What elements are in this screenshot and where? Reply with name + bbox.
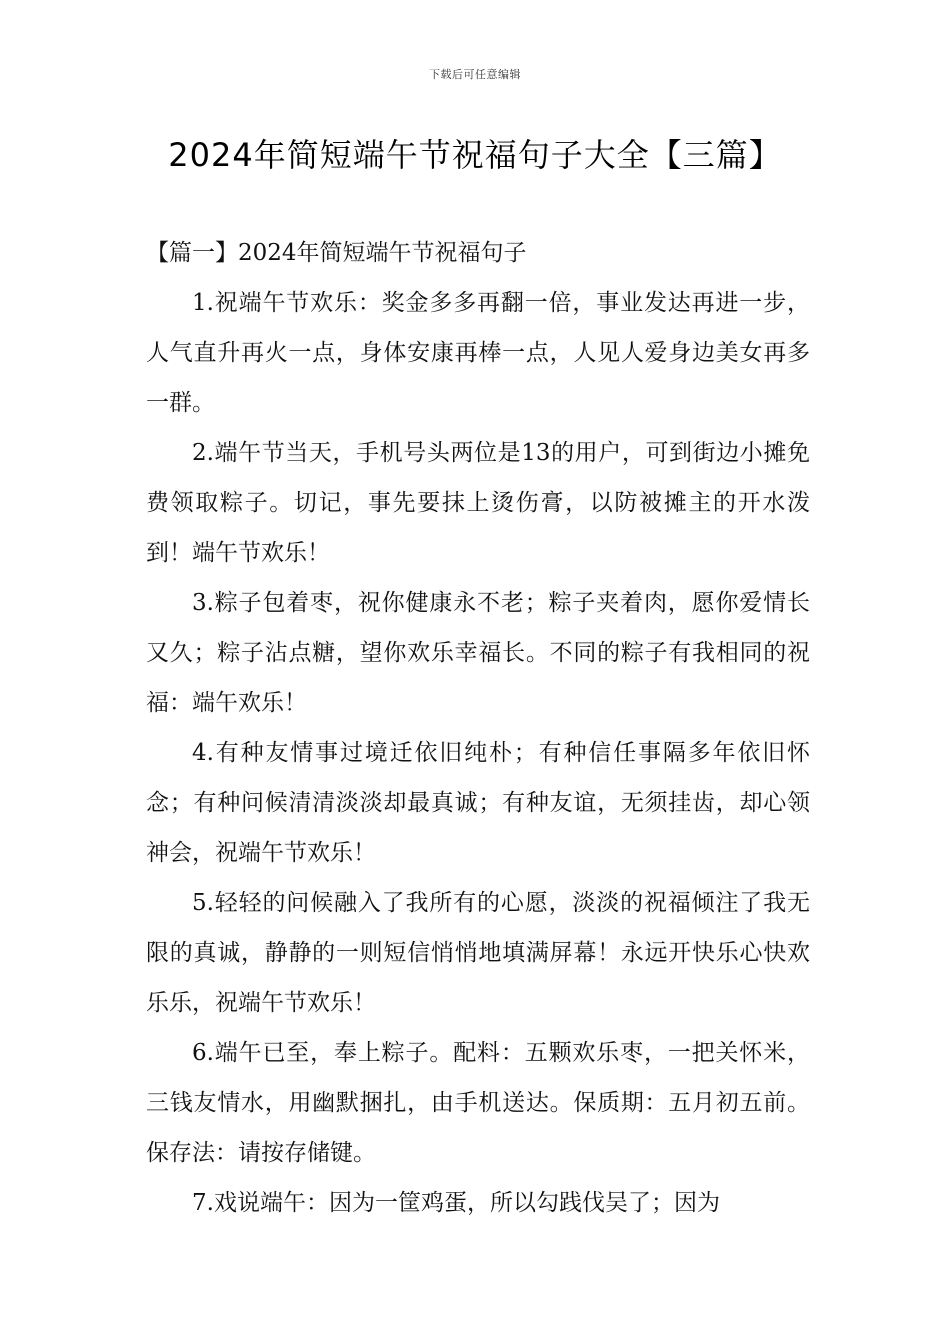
document-body [146,228,810,1228]
paragraph: 3.粽子包着枣，祝你健康永不老；粽子夹着肉，愿你爱情长又久；粽子沾点糖，望你欢乐幸福长。不同的粽子有我相同的祝福：端午欢乐！ [146,590,810,716]
document-title: 2024年简短端午节祝福句子大全【三篇】 [168,136,782,174]
paragraph: 2.端午节当天，手机号头两位是13的用户，可到街边小摊免费领取粽子。切记，事先要抹上烫伤膏，以防被摊主的开水泼到！端午节欢乐！ [146,440,810,566]
section-heading: 【篇一】2024年简短端午节祝福句子 [146,240,527,266]
header-note: 下载后可任意编辑 [429,68,521,81]
paragraph: 4.有种友情事过境迁依旧纯朴；有种信任事隔多年依旧怀念；有种问候清清淡淡却最真诚；有种友谊，无须挂齿，却心领神会，祝端午节欢乐！ [146,740,810,866]
paragraph: 5.轻轻的问候融入了我所有的心愿，淡淡的祝福倾注了我无限的真诚，静静的一则短信悄悄地填满屏幕！永远开快乐心快欢乐乐，祝端午节欢乐！ [146,890,810,1016]
paragraph: 1.祝端午节欢乐：奖金多多再翻一倍，事业发达再进一步，人气直升再火一点，身体安康再棒一点，人见人爱身边美女再多一群。 [146,290,810,416]
paragraph: 6.端午已至，奉上粽子。配料：五颗欢乐枣，一把关怀米，三钱友情水，用幽默捆扎，由手机送达。保质期：五月初五前。保存法：请按存储键。 [146,1040,810,1166]
paragraph: 7.戏说端午：因为一筐鸡蛋，所以勾践伐吴了；因为 [192,1190,720,1216]
